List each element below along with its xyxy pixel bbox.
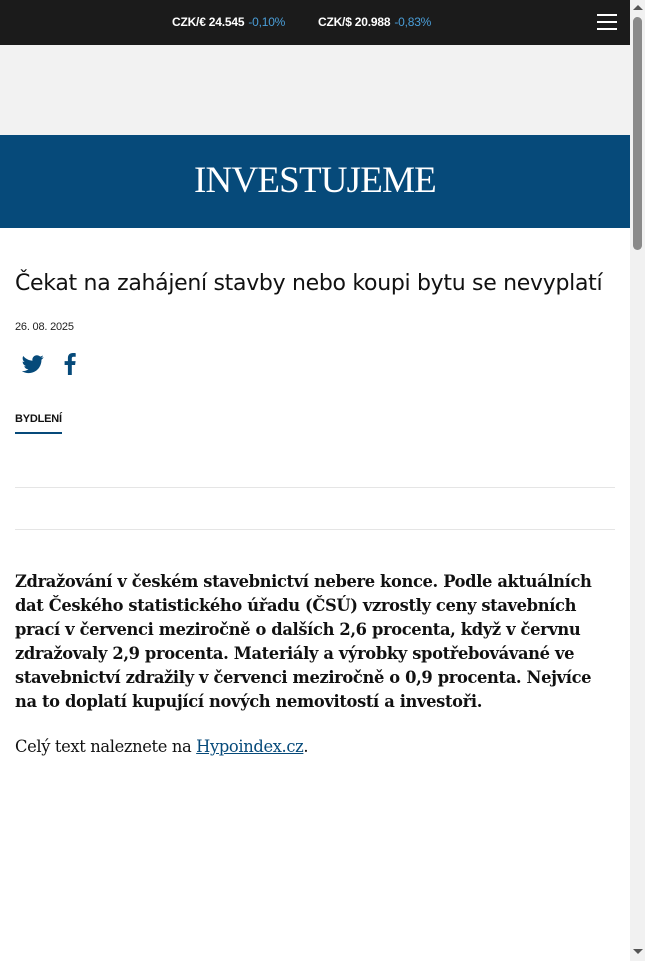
ticker-usd-label: CZK/$ 20.988 (318, 15, 391, 29)
ticker-usd-change: -0,83% (394, 15, 432, 29)
ticker-eur-label: CZK/€ 24.545 (172, 15, 245, 29)
ticker-eur-change: -0,10% (248, 15, 286, 29)
facebook-icon[interactable] (63, 353, 77, 375)
source-note-suffix: . (303, 737, 309, 756)
hamburger-icon[interactable] (597, 14, 617, 30)
divider (15, 529, 615, 530)
site-logo[interactable]: INVESTUJEME (194, 160, 436, 201)
brand-header (0, 135, 630, 228)
category-tag[interactable]: BYDLENÍ (15, 413, 62, 434)
scrollbar[interactable] (630, 0, 645, 961)
article-date: 26. 08. 2025 (15, 321, 74, 333)
ticker-usd (318, 15, 431, 29)
twitter-icon[interactable] (22, 353, 44, 375)
ticker-eur (172, 15, 285, 29)
divider (15, 487, 615, 488)
source-link[interactable]: Hypoindex.cz (196, 737, 304, 756)
top-bar (0, 0, 630, 45)
article-title: Čekat na zahájení stavby nebo koupi bytu se nevyplatí (15, 271, 603, 296)
scroll-up-arrow-icon[interactable] (633, 5, 643, 10)
source-note (15, 735, 308, 759)
source-note-prefix: Celý text naleznete na (15, 737, 197, 756)
scrollbar-thumb[interactable] (633, 17, 642, 250)
ad-banner-area (0, 45, 630, 135)
article-perex: Zdražování v českém stavebnictví nebere konce. Podle aktuálních dat Českého statistického úřadu (ČSÚ) vzrostly ceny stavebních prací v červenci meziročně o dalších 2,6 procenta, když v červnu zdražovaly 2,9 procenta. Materiály a výrobky spotřebovávané ve stavebnictví zdražily v červenci meziročně o 0,9 procenta. Nejvíce na to doplatí kupující nových nemovitostí a investoři. (15, 572, 592, 711)
scroll-down-arrow-icon[interactable] (633, 949, 643, 954)
